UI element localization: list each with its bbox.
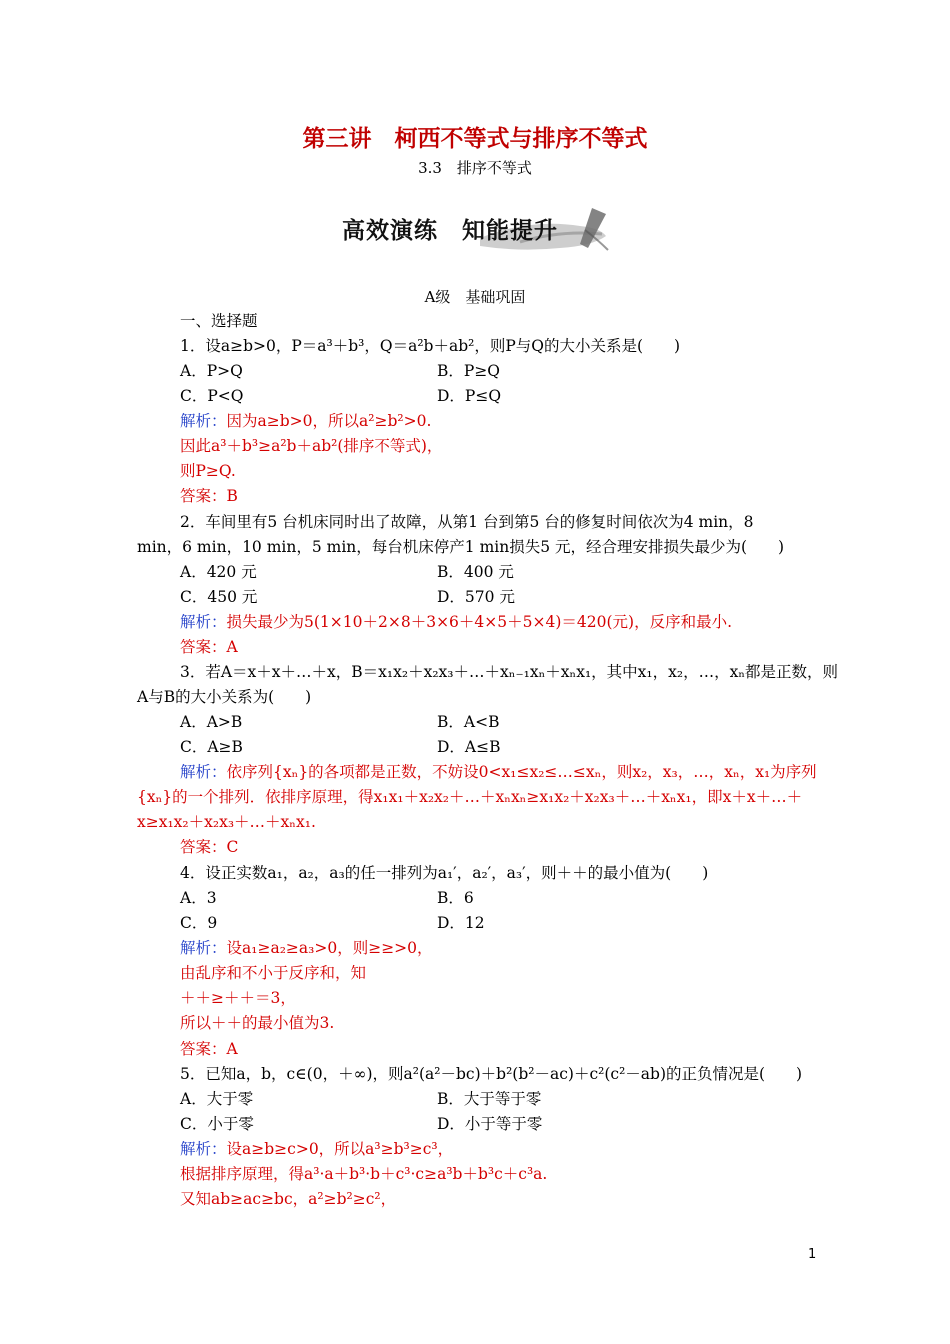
q4-analysis-line: 由乱序和不小于反序和，知 bbox=[180, 964, 367, 982]
q5-option-c: C．小于零 bbox=[180, 1115, 254, 1133]
q1-stem: 1．设a≥b>0，P＝a³＋b³，Q＝a²b＋ab²，则P与Q的大小关系是( ) bbox=[180, 337, 681, 355]
q2-analysis bbox=[180, 611, 732, 633]
q5-analysis-line: 又知ab≥ac≥bc，a²≥b²≥c²， bbox=[180, 1190, 397, 1208]
q3-analysis bbox=[180, 761, 817, 783]
q4-analysis-line: 设a₁≥a₂≥a₃>0，则≥≥>0， bbox=[226, 939, 433, 957]
q4-option-b: B．6 bbox=[437, 889, 474, 907]
practice-banner bbox=[330, 200, 615, 260]
page-number: 1 bbox=[808, 1247, 817, 1262]
q2-analysis-line: 损失最少为5(1×10＋2×8＋3×6＋4×5＋5×4)＝420(元)，反序和最小. bbox=[226, 613, 732, 631]
q5-option-d: D．小于等于零 bbox=[437, 1115, 543, 1133]
q3-option-a: A．A>B bbox=[180, 713, 243, 731]
banner-text: 高效演练 知能提升 bbox=[342, 218, 558, 244]
q3-stem: 3．若A＝x＋x＋…＋x，B＝x₁x₂＋x₂x₃＋…＋xₙ₋₁xₙ＋xₙx₁，其中x₁，x₂，…，xₙ都是正数，则 bbox=[180, 663, 839, 681]
lecture-title: 第三讲 柯西不等式与排序不等式 bbox=[302, 126, 648, 152]
q1-option-d: D．P≤Q bbox=[437, 387, 502, 405]
q5-option-b: B．大于等于零 bbox=[437, 1090, 542, 1108]
q2-answer: 答案：A bbox=[180, 638, 238, 656]
q4-analysis-line: 所以＋＋的最小值为3. bbox=[180, 1014, 335, 1032]
q3-analysis-line: x≥x₁x₂＋x₂x₃＋…＋xₙx₁. bbox=[137, 813, 316, 831]
q2-option-b: B．400 元 bbox=[437, 563, 514, 581]
q2-option-c: C．450 元 bbox=[180, 588, 258, 606]
q3-analysis-line: {xₙ}的一个排列．依排序原理，得x₁x₁＋x₂x₂＋…＋xₙxₙ≥x₁x₂＋x₂x₃＋…＋xₙx₁，即x＋x＋…＋ bbox=[137, 788, 803, 806]
q4-answer: 答案：A bbox=[180, 1040, 238, 1058]
q1-analysis-line: 则P≥Q. bbox=[180, 462, 236, 480]
q1-option-b: B．P≥Q bbox=[437, 362, 501, 380]
q1-answer: 答案：B bbox=[180, 487, 238, 505]
q1-option-a: A．P>Q bbox=[180, 362, 243, 380]
q3-analysis-line: 依序列{xₙ}的各项都是正数，不妨设0<x₁≤x₂≤…≤xₙ，则x₂，x₃，…，xₙ，x₁为序列 bbox=[226, 763, 817, 781]
q5-stem: 5．已知a，b，c∈(0，＋∞)，则a²(a²－bc)＋b²(b²－ac)＋c²(c²－ab)的正负情况是( ) bbox=[180, 1065, 803, 1083]
section-heading: 一、选择题 bbox=[180, 312, 258, 330]
q3-option-b: B．A<B bbox=[437, 713, 500, 731]
q4-option-a: A．3 bbox=[180, 889, 217, 907]
analysis-label: 解析： bbox=[180, 939, 227, 957]
q4-option-c: C．9 bbox=[180, 914, 218, 932]
q3-answer: 答案：C bbox=[180, 838, 239, 856]
q1-option-c: C．P<Q bbox=[180, 387, 244, 405]
section-subtitle: 3.3 排序不等式 bbox=[418, 159, 532, 177]
q2-option-a: A．420 元 bbox=[180, 563, 257, 581]
q2-option-d: D．570 元 bbox=[437, 588, 515, 606]
q2-stem: 2．车间里有5 台机床同时出了故障，从第1 台到第5 台的修复时间依次为4 min，8 bbox=[180, 513, 754, 531]
analysis-label: 解析： bbox=[180, 412, 227, 430]
q5-option-a: A．大于零 bbox=[180, 1090, 254, 1108]
q4-analysis-line: ＋＋≥＋＋＝3， bbox=[180, 989, 296, 1007]
q3-option-d: D．A≤B bbox=[437, 738, 501, 756]
q1-analysis-line: 因此a³＋b³≥a²b＋ab²(排序不等式)， bbox=[180, 437, 443, 455]
q3-option-c: C．A≥B bbox=[180, 738, 243, 756]
analysis-label: 解析： bbox=[180, 763, 227, 781]
q3-stem: A与B的大小关系为( ) bbox=[137, 688, 312, 706]
q5-analysis-line: 根据排序原理，得a³·a＋b³·b＋c³·c≥a³b＋b³c＋c³a. bbox=[180, 1165, 548, 1183]
q5-analysis-line: 设a≥b≥c>0，所以a³≥b³≥c³， bbox=[226, 1140, 454, 1158]
q1-analysis bbox=[180, 410, 431, 432]
analysis-label: 解析： bbox=[180, 1140, 227, 1158]
difficulty-level: A级 基础巩固 bbox=[424, 288, 526, 306]
q1-analysis-line: 因为a≥b>0，所以a²≥b²>0. bbox=[226, 412, 432, 430]
q4-stem: 4．设正实数a₁，a₂，a₃的任一排列为a₁′，a₂′，a₃′，则＋＋的最小值为( ) bbox=[180, 864, 709, 882]
q5-analysis bbox=[180, 1138, 453, 1160]
q4-option-d: D．12 bbox=[437, 914, 485, 932]
analysis-label: 解析： bbox=[180, 613, 227, 631]
q2-stem: min，6 min，10 min，5 min，每台机床停产1 min损失5 元，经合理安排损失最少为( ) bbox=[137, 538, 785, 556]
q4-analysis bbox=[180, 937, 433, 959]
